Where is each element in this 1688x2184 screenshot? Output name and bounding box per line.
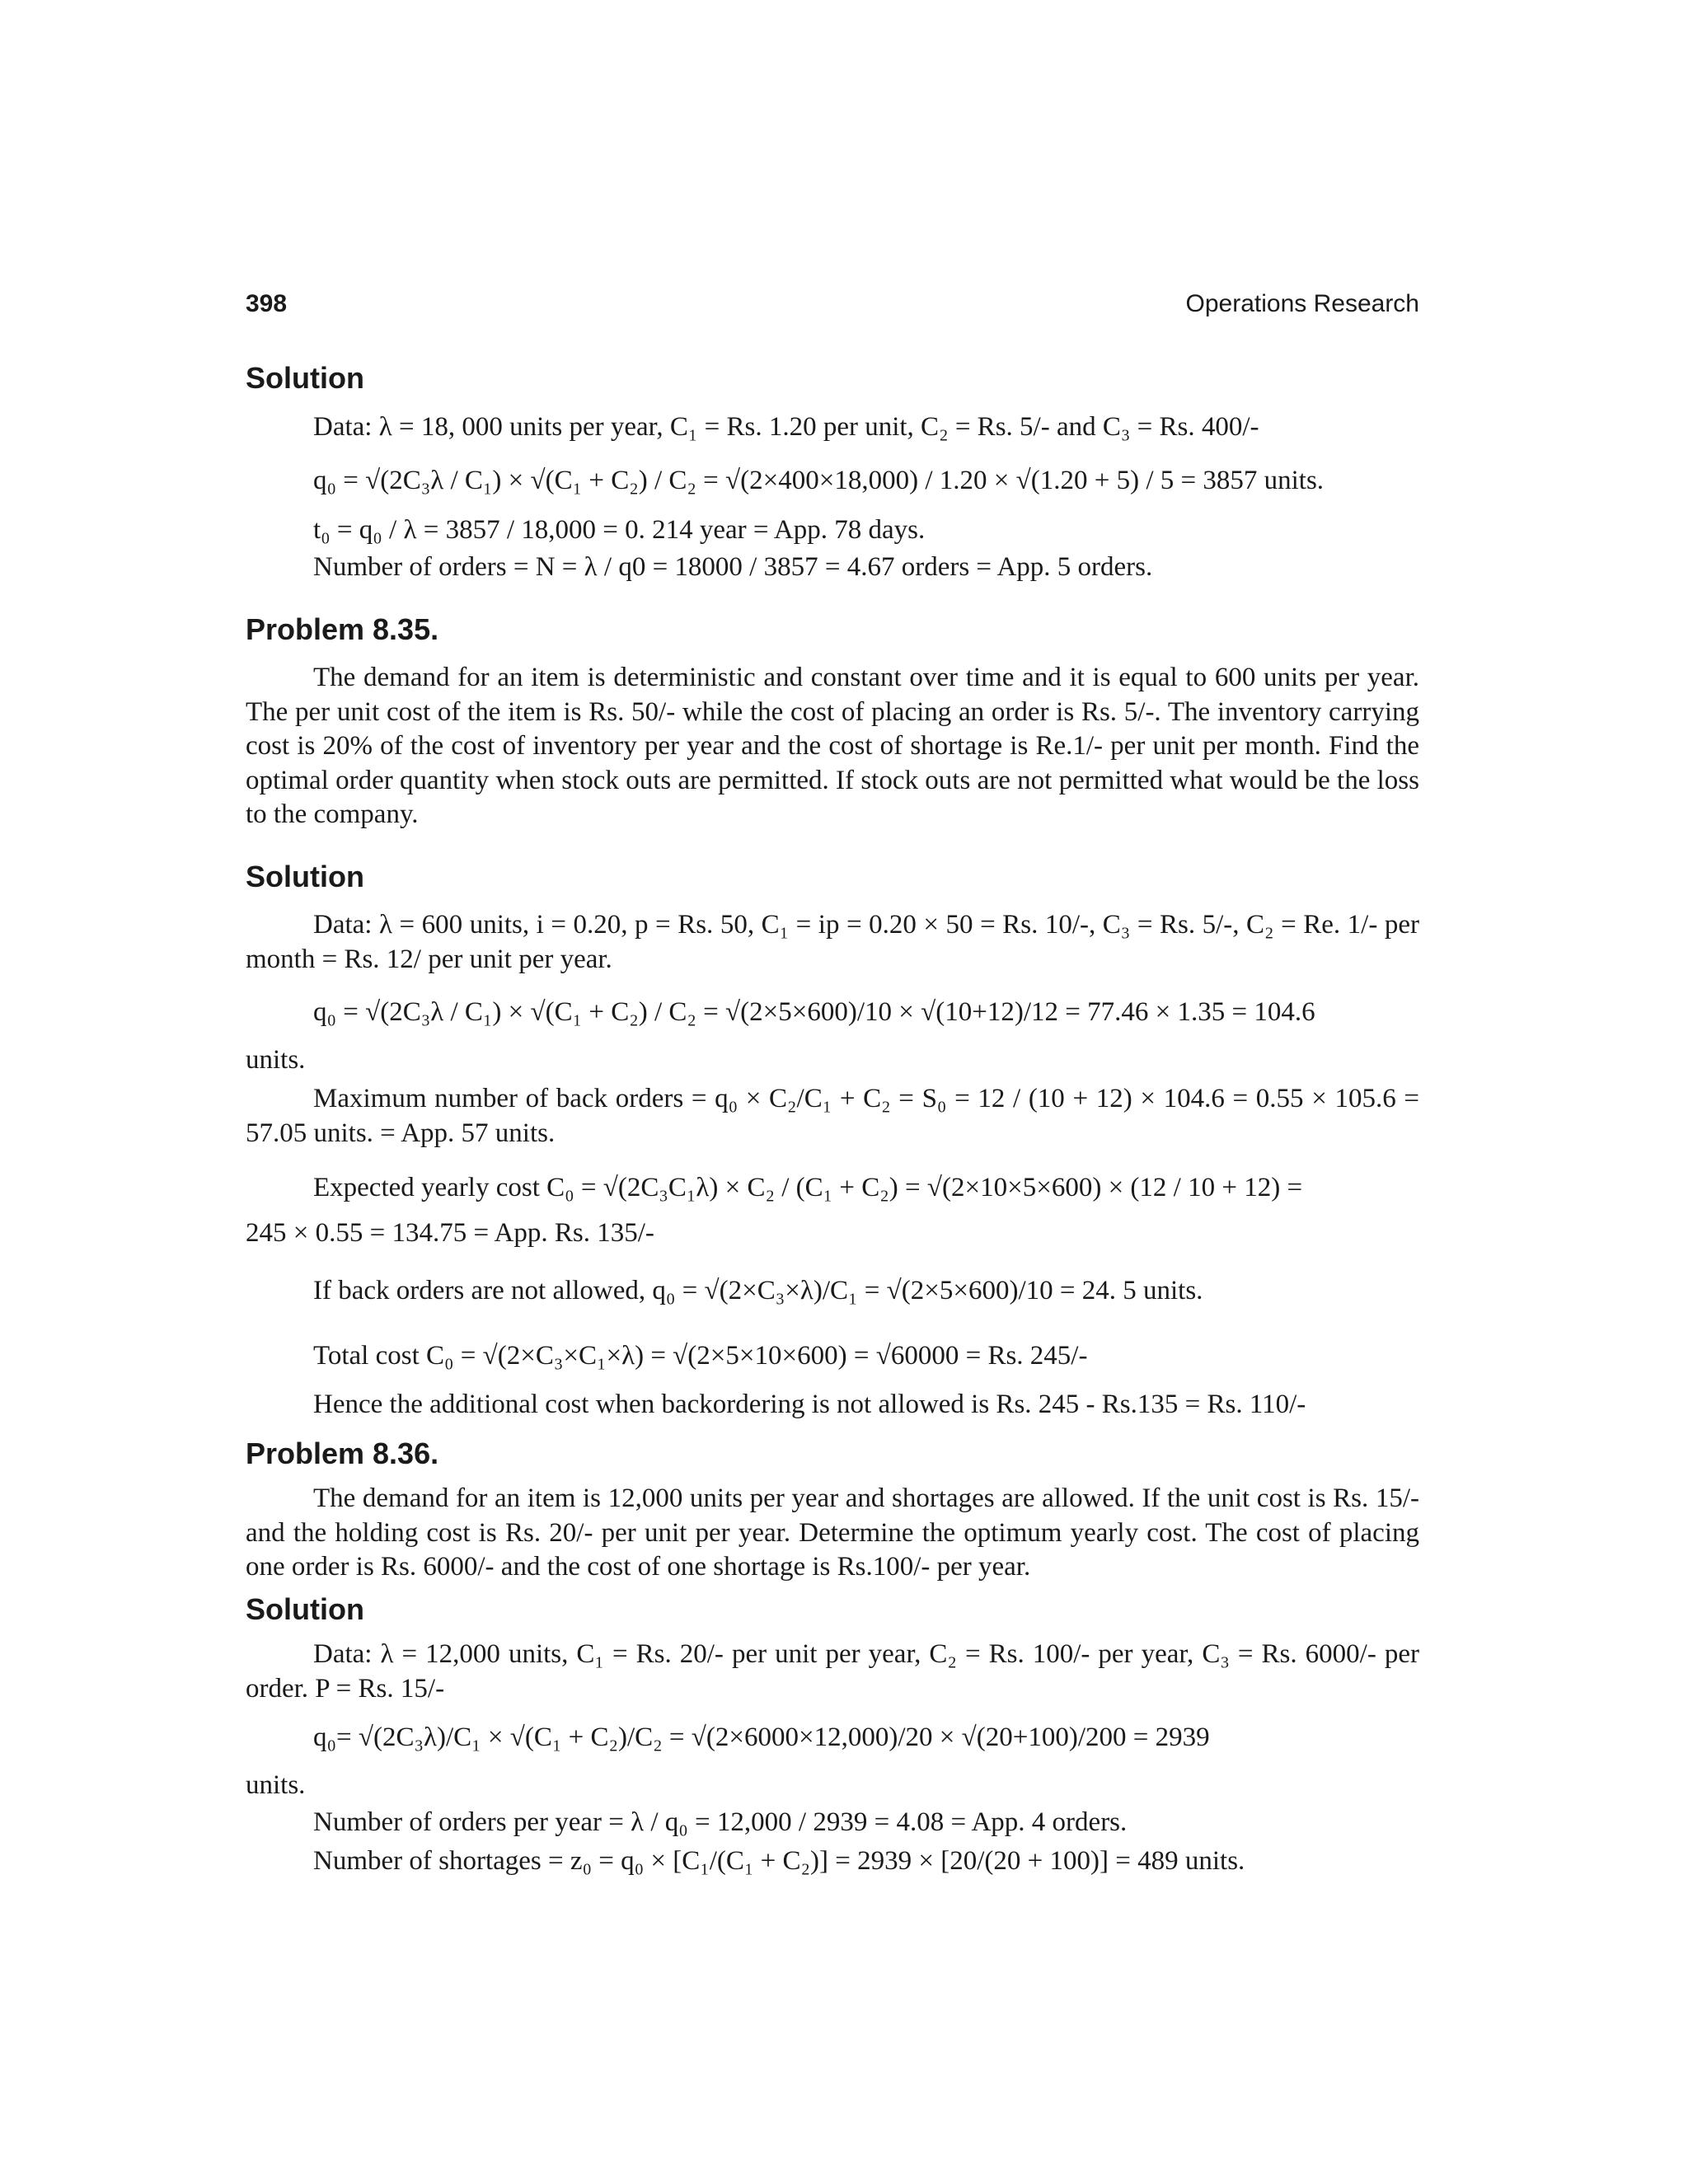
sol1-orders-line: Number of orders = N = λ / q0 = 18000 / 3857 = 4.67 orders = App. 5 orders.: [313, 552, 1153, 582]
sol3-units: units.: [246, 1770, 306, 1800]
sol2-units: units.: [246, 1045, 306, 1075]
solution-heading-2: Solution: [246, 860, 364, 893]
sol2-q0-formula: q₀ = √(2C₃λ / C₁) × √(C₁ + C₂) / C₂ = √(2×5×600)/10 × √(10+12)/12 = 77.46 × 1.35 = 104.6: [313, 997, 1315, 1027]
sol1-data-line: Data: λ = 18, 000 units per year, C₁ = Rs. 1.20 per unit, C₂ = Rs. 5/- and C₃ = Rs. 400/-: [313, 412, 1259, 442]
sol3-q0-formula: q₀= √(2C₃λ)/C₁ × √(C₁ + C₂)/C₂ = √(2×6000×12,000)/20 × √(20+100)/200 = 2939: [313, 1722, 1210, 1752]
running-title: Operations Research: [1185, 290, 1419, 317]
problem-8-35-text: The demand for an item is deterministic and constant over time and it is equal to 600 units per year. The per unit cost of the item is Rs. 50/- while the cost of placing an order is Rs. 5/-. The inventory carrying cost is 20% of the cost of inventory per year and the cost of shortage is Re.1/- per unit per month. Find the optimal order quantity when stock outs are permitted. If stock outs are not permitted what would be the loss to the company.: [246, 663, 1419, 830]
page-number: 398: [246, 290, 288, 317]
sol2-cost-continued: 245 × 0.55 = 134.75 = App. Rs. 135/-: [246, 1218, 654, 1248]
sol2-backorders-text: Maximum number of back orders = q₀ × C₂/C₁ + C₂ = S₀ = 12 / (10 + 12) × 104.6 = 0.55 × 105.6 = 57.05 units. = App. 57 units.: [246, 1084, 1419, 1148]
solution-heading-3: Solution: [246, 1592, 364, 1626]
sol2-cost-formula: Expected yearly cost C₀ = √(2C₃C₁λ) × C₂ / (C₁ + C₂) = √(2×10×5×600) × (12 / 10 + 12) =: [313, 1173, 1303, 1202]
sol2-total-cost-formula: Total cost C₀ = √(2×C₃×C₁×λ) = √(2×5×10×600) = √60000 = Rs. 245/-: [313, 1341, 1088, 1371]
sol1-t0-formula: t₀ = q₀ / λ = 3857 / 18,000 = 0. 214 year = App. 78 days.: [313, 515, 926, 545]
sol3-data-text: Data: λ = 12,000 units, C₁ = Rs. 20/- per unit per year, C₂ = Rs. 100/- per year, C₃ = Rs. 6000/- per order. P = Rs. 15/-: [246, 1639, 1419, 1704]
sol2-no-backorders-formula: If back orders are not allowed, q₀ = √(2×C₃×λ)/C₁ = √(2×5×600)/10 = 24. 5 units.: [313, 1276, 1203, 1305]
problem-8-35-heading: Problem 8.35.: [246, 612, 439, 646]
problem-8-36-heading: Problem 8.36.: [246, 1436, 439, 1470]
sol2-conclusion: Hence the additional cost when backordering is not allowed is Rs. 245 - Rs.135 = Rs. 110/-: [313, 1390, 1306, 1419]
sol3-shortages-line: Number of shortages = z₀ = q₀ × [C₁/(C₁ + C₂)] = 2939 × [20/(20 + 100)] = 489 units.: [313, 1846, 1245, 1876]
problem-8-36-text: The demand for an item is 12,000 units per year and shortages are allowed. If the unit cost is Rs. 15/- and the holding cost is Rs. 20/- per unit per year. Determine the optimum yearly cost. The cost of placing one order is Rs. 6000/- and the cost of one shortage is Rs.100/- per year.: [246, 1483, 1419, 1582]
solution-heading-1: Solution: [246, 361, 364, 395]
sol3-orders-line: Number of orders per year = λ / q₀ = 12,000 / 2939 = 4.08 = App. 4 orders.: [313, 1807, 1128, 1837]
sol2-data-text: Data: λ = 600 units, i = 0.20, p = Rs. 50, C₁ = ip = 0.20 × 50 = Rs. 10/-, C₃ = Rs. 5/-, C₂ = Re. 1/- per month = Rs. 12/ per unit per year.: [246, 910, 1419, 974]
sol1-q0-formula: q₀ = √(2C₃λ / C₁) × √(C₁ + C₂) / C₂ = √(2×400×18,000) / 1.20 × √(1.20 + 5) / 5 = 3857 units.: [313, 466, 1325, 495]
